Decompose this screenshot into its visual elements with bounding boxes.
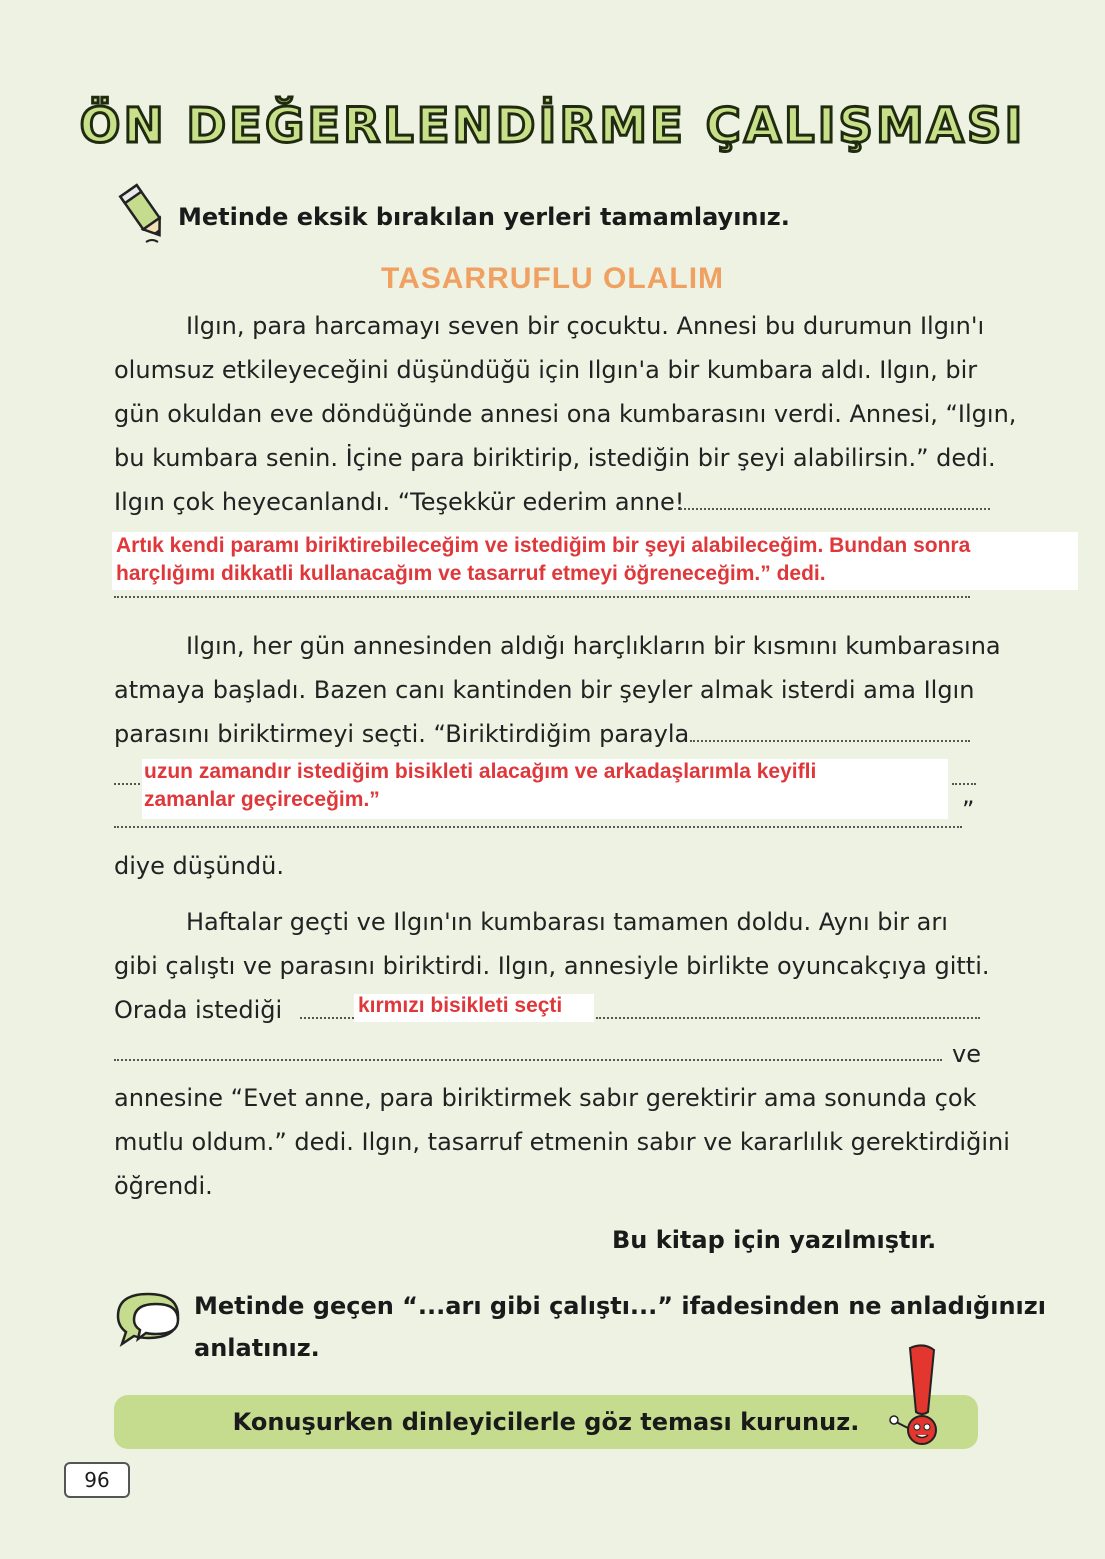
story-line: bu kumbara senin. İçine para biriktirip, istediğin bir şeyi alabilirsin.” dedi. <box>114 444 996 472</box>
story-line: parasını biriktirmeyi seçti. “Biriktirdiğim parayla <box>114 720 690 748</box>
story-line: atmaya başladı. Bazen canı kantinden bir şeyler almak isterdi ama Ilgın <box>114 676 975 704</box>
story-line: Ilgın çok heyecanlandı. “Teşekkür ederim anne! <box>114 488 685 516</box>
page-number: 96 <box>64 1462 130 1498</box>
story-title: TASARRUFLU OLALIM <box>380 262 725 295</box>
page-title: ÖN DEĞERLENDİRME ÇALIŞMASI <box>79 98 1026 154</box>
blank-line <box>596 1017 980 1019</box>
blank-line <box>114 1059 942 1061</box>
answer-text: kırmızı bisikleti seçti <box>358 994 563 1017</box>
story-line: olumsuz etkileyeceğini düşündüğü için Ilgın'a bir kumbara aldı. Ilgın, bir <box>114 356 978 384</box>
story-line: gün okuldan eve döndüğünde annesi ona kumbarasını verdi. Annesi, “Ilgın, <box>114 400 1017 428</box>
tip-text: Konuşurken dinleyicilerle göz teması kurunuz. <box>232 1408 860 1436</box>
story-line: mutlu oldum.” dedi. Ilgın, tasarruf etmenin sabır ve kararlılık gerektirdiğini <box>114 1128 1010 1156</box>
source-note: Bu kitap için yazılmıştır. <box>612 1226 937 1254</box>
story-line: Ilgın, para harcamayı seven bir çocuktu. Annesi bu durumun Ilgın'ı <box>186 312 985 340</box>
question-line: anlatınız. <box>194 1334 320 1362</box>
blank-line <box>300 1017 354 1019</box>
answer-text: Artık kendi paramı biriktirebileceğim ve istediğim bir şeyi alabileceğim. Bundan sonra <box>116 534 971 557</box>
blank-line <box>680 508 990 510</box>
pencil-icon <box>116 180 172 246</box>
exclamation-mascot-icon <box>884 1342 950 1448</box>
blank-line <box>114 783 140 785</box>
speech-bubble-icon <box>112 1288 184 1352</box>
story-line: ve <box>952 1040 981 1068</box>
story-line: öğrendi. <box>114 1172 213 1200</box>
answer-text: zamanlar geçireceğim.” <box>144 788 380 811</box>
story-line: annesine “Evet anne, para biriktirmek sabır gerektirir ama sonunda çok <box>114 1084 977 1112</box>
story-line: diye düşündü. <box>114 852 284 880</box>
story-line: gibi çalıştı ve parasını biriktirdi. Ilgın, annesiyle birlikte oyuncakçıya gitti. <box>114 952 990 980</box>
instruction-text: Metinde eksik bırakılan yerleri tamamlayınız. <box>178 203 790 231</box>
blank-line <box>114 826 962 828</box>
answer-text: uzun zamandır istediğim bisikleti alacağım ve arkadaşlarımla keyifli <box>144 760 817 783</box>
answer-text: harçlığımı dikkatli kullanacağım ve tasarruf etmeyi öğreneceğim.” dedi. <box>116 562 826 585</box>
closing-quote: ” <box>962 796 975 824</box>
blank-line <box>114 596 970 598</box>
blank-line <box>952 783 976 785</box>
blank-line <box>690 740 970 742</box>
story-line: Orada istediği <box>114 996 283 1024</box>
story-line: Haftalar geçti ve Ilgın'ın kumbarası tamamen doldu. Aynı bir arı <box>186 908 948 936</box>
story-line: Ilgın, her gün annesinden aldığı harçlıkların bir kısmını kumbarasına <box>186 632 1001 660</box>
question-line: Metinde geçen “...arı gibi çalıştı...” ifadesinden ne anladığınızı <box>194 1292 1046 1320</box>
